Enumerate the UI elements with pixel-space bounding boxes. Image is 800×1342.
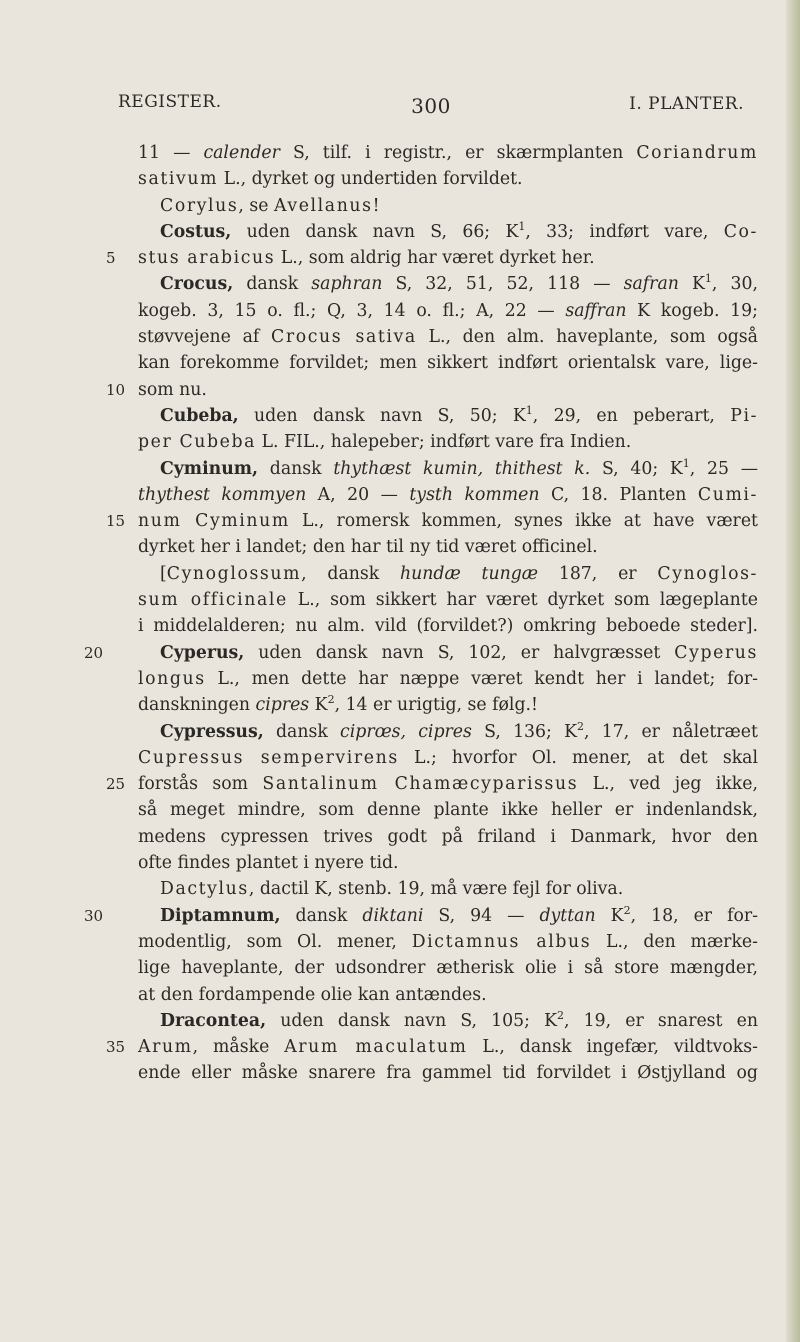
text-line: 11 — calender S, tilf. i registr., er skærmplanten Coriandrum xyxy=(138,143,758,163)
page-header xyxy=(118,92,744,122)
line-number: 20 xyxy=(84,643,104,662)
line-number: 5 xyxy=(106,249,116,268)
text-line: 5 stus arabicus L., som aldrig har været dyrket her. xyxy=(138,245,758,271)
text-line: longus L., men dette har næppe været kendt her i landet; for- xyxy=(138,668,758,689)
text-line: Corylus, se Avellanus! xyxy=(160,195,382,216)
text-line: Cubeba, uden dansk navn S, 50; $K^1$, 29, en peberart, Pi- xyxy=(160,404,759,426)
body-text xyxy=(84,140,759,1087)
page-number: 300 xyxy=(411,94,451,118)
text-line: i middelalderen; nu alm. vild (forvildet?) omkring beboede steder]. xyxy=(138,616,758,637)
text-line: Dactylus, dactil K, stenb. 19, må være fejl for oliva. xyxy=(160,879,624,900)
text-line: støvvejene af Crocus sativa L., den alm. haveplante, som også xyxy=(138,327,758,348)
text-line: 35 Arum, måske Arum maculatum L., dansk ingefær, vildtvoks- xyxy=(138,1034,758,1060)
text-line: [Cynoglossum, dansk hundæ tungæ 187, er Cynoglos- xyxy=(160,563,758,584)
text-line: 25 forstås som Santalinum Chamæcyparissus L., ved jeg ikke, xyxy=(138,771,758,797)
text-line: Cypressus, dansk ciprœs, cipres S, 136; $K^2$, 17, er nåletræet xyxy=(160,719,758,742)
line-number: 10 xyxy=(106,380,126,399)
text-line: 30 Diptamnum, dansk diktani S, 94 — dyttan $K^2$, 18, er for- xyxy=(138,903,758,929)
text-line: ende eller måske snarere fra gammel tid forvildet i Østjylland og xyxy=(138,1063,758,1084)
text-line: kan forekomme forvildet; men sikkert indført orientalsk vare, lige- xyxy=(138,353,758,374)
text-line: dyrket her i landet; den har til ny tid været officinel. xyxy=(138,537,598,558)
line-number: 25 xyxy=(106,775,126,794)
text-line: medens cypressen trives godt på friland i Danmark, hvor den xyxy=(138,826,758,847)
text-line: thythest kommyen A, 20 — tysth kommen C, 18. Planten Cumi- xyxy=(138,484,758,505)
line-number: 35 xyxy=(106,1038,126,1057)
text-line: sum officinale L., som sikkert har været dyrket som lægeplante xyxy=(138,590,758,611)
text-line: Dracontea, uden dansk navn S, 105; $K^2$, 19, er snarest en xyxy=(160,1009,758,1031)
text-line: ofte findes plantet i nyere tid. xyxy=(138,853,399,874)
line-number: 15 xyxy=(106,512,126,531)
text-line: lige haveplante, der udsondrer ætherisk olie i så store mængder, xyxy=(138,958,758,979)
text-line: Crocus, dansk saphran S, 32, 51, 52, 118 — safran $K^1$, 30, xyxy=(160,272,758,295)
text-line: 20 Cyperus, uden dansk navn S, 102, er halvgræsset Cyperus xyxy=(138,640,758,666)
text-line: per Cubeba L. FIL., halepeber; indført vare fra Indien. xyxy=(138,432,632,453)
text-line: 10 som nu. xyxy=(138,377,758,403)
text-line: så meget mindre, som denne plante ikke heller er indenlandsk, xyxy=(138,800,758,821)
text-line: kogeb. 3, 15 o. fl.; Q, 3, 14 o. fl.; A, 22 — saffran K kogeb. 19; xyxy=(138,300,758,321)
text-line: modentlig, som Ol. mener, Dictamnus albus L., den mærke- xyxy=(138,931,758,952)
line-number: 30 xyxy=(84,906,104,925)
text-line: Cupressus sempervirens L.; hvorfor Ol. mener, at det skal xyxy=(138,747,759,768)
text-line: sativum L., dyrket og undertiden forvildet. xyxy=(138,169,523,190)
text-line: 15 num Cyminum L., romersk kommen, synes ikke at have været xyxy=(138,508,758,534)
running-head-left: REGISTER. xyxy=(118,92,222,112)
running-head-right: I. PLANTER. xyxy=(629,94,744,114)
text-line: at den fordampende olie kan antændes. xyxy=(138,984,487,1005)
text-line: Cyminum, dansk thythæst kumin, thithest k. S, 40; $K^1$, 25 — xyxy=(160,456,758,479)
page-edge xyxy=(786,0,800,1342)
text-line: Costus, uden dansk navn S, 66; $K^1$, 33; indført vare, Co- xyxy=(160,220,759,242)
text-line: danskningen cipres $K^2$, 14 er urigtig, se følg.! xyxy=(138,693,538,716)
